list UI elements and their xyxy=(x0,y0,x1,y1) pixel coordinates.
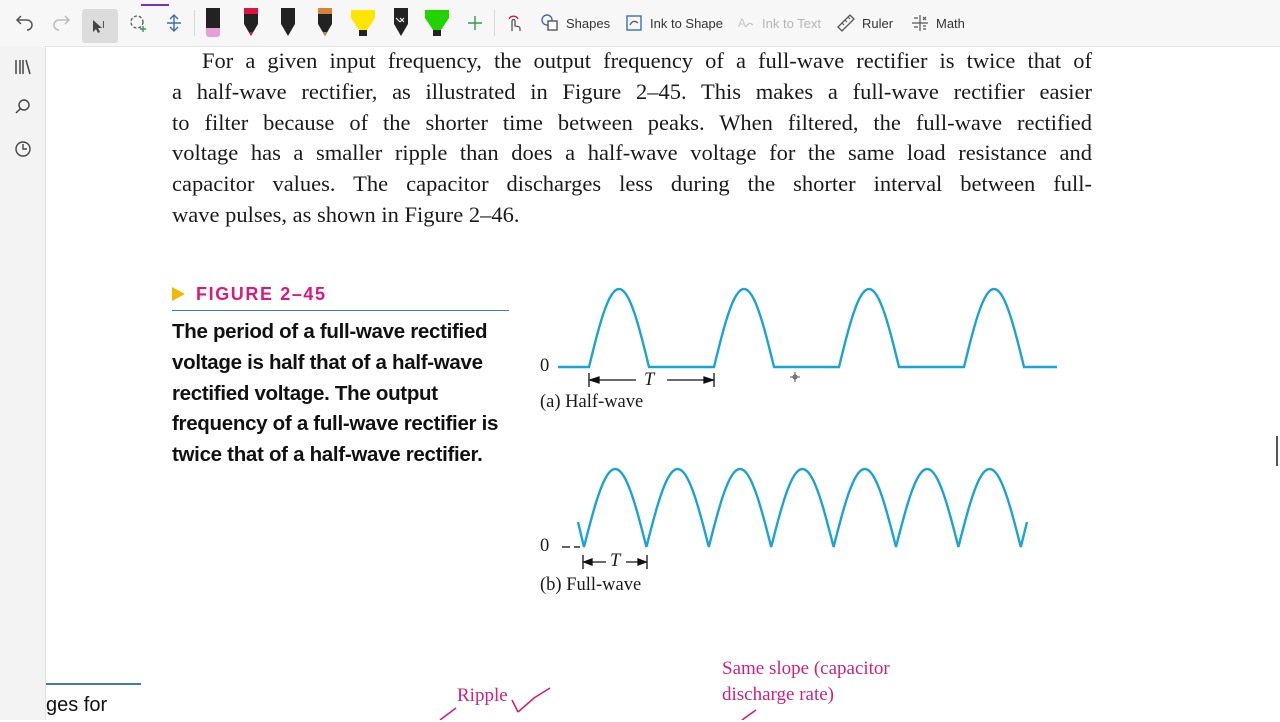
waveform-figure xyxy=(530,270,1070,570)
pen-black[interactable] xyxy=(275,4,301,42)
clock-icon xyxy=(13,139,33,159)
half-wave-period-label: T xyxy=(644,370,655,390)
add-space-button[interactable] xyxy=(160,8,188,38)
half-wave-zero-label: 0 xyxy=(540,356,550,376)
pen-orange[interactable] xyxy=(312,4,338,42)
caption-line: twice that of a half-wave rectifier. xyxy=(172,443,483,467)
plus-icon xyxy=(466,14,484,32)
ribbon-toolbar xyxy=(0,0,1280,47)
math-button[interactable] xyxy=(910,8,965,38)
select-text-icon xyxy=(89,16,111,36)
half-wave-waveform xyxy=(558,289,1057,367)
slope-annotation-line1: Same slope (capacitor xyxy=(722,658,890,679)
caption-line: rectified voltage. The output xyxy=(172,381,438,405)
add-space-icon xyxy=(164,13,184,33)
paragraph-line: voltage has a smaller ripple than does a half-wave voltage for the same load resistance and xyxy=(172,140,1092,166)
ink-to-shape-button[interactable] xyxy=(624,8,723,38)
active-tool-indicator xyxy=(141,4,169,6)
search-icon xyxy=(13,97,33,117)
touch-draw-button[interactable] xyxy=(500,8,528,38)
figure-caption xyxy=(172,317,512,471)
scrollbar-thumb[interactable] xyxy=(1276,436,1278,466)
slope-annotation-line2: discharge rate) xyxy=(722,684,835,705)
math-icon xyxy=(910,13,930,33)
ruler-icon xyxy=(836,13,856,33)
paragraph-line: to filter because of the shorter time between peaks. When filtered, the full-wave rectified xyxy=(172,109,1092,135)
pen-icon xyxy=(312,4,338,42)
undo-button[interactable] xyxy=(10,8,38,38)
paragraph-line: For a given input frequency, the output frequency of a full-wave rectifier is twice that of xyxy=(202,48,1092,73)
full-wave-caption: (b) Full-wave xyxy=(540,575,642,595)
lasso-icon xyxy=(128,13,148,33)
toolbar-separator xyxy=(494,10,495,36)
shapes-label: Shapes xyxy=(566,15,611,31)
touch-hand-icon xyxy=(504,13,524,33)
highlighter-green[interactable] xyxy=(422,4,452,42)
svg-text:I: I xyxy=(102,20,105,31)
sidebar-margin-note xyxy=(46,683,141,722)
pen-icon xyxy=(388,4,414,42)
full-wave-waveform xyxy=(578,469,1027,547)
ruler-button[interactable] xyxy=(836,8,893,38)
undo-icon xyxy=(14,13,34,33)
navigation-rail xyxy=(0,46,46,720)
notebooks-icon xyxy=(13,57,33,77)
redo-icon xyxy=(52,13,72,33)
figure-title: FIGURE 2–45 xyxy=(196,284,327,304)
pen-pink[interactable] xyxy=(200,4,226,42)
ink-to-text-button[interactable] xyxy=(736,8,821,38)
shapes-button[interactable] xyxy=(540,8,610,38)
caption-line: voltage is half that of a half-wave xyxy=(172,350,483,374)
redo-button[interactable] xyxy=(48,8,76,38)
highlighter-icon xyxy=(348,4,378,42)
ink-to-text-label: Ink to Text xyxy=(762,15,822,31)
highlighter-icon xyxy=(422,4,452,42)
margin-note-text: ges for xyxy=(46,694,108,716)
caption-line: frequency of a full-wave rectifier is xyxy=(172,412,499,436)
paragraph-line: capacitor values. The capacitor discharges less during the shorter interval between full- xyxy=(172,171,1092,197)
ink-to-shape-label: Ink to Shape xyxy=(650,15,723,31)
full-wave-period-marker xyxy=(562,547,647,569)
pen-pattern[interactable] xyxy=(388,4,414,42)
cursor-crosshair-icon xyxy=(790,372,800,382)
lasso-select-button[interactable] xyxy=(124,8,152,38)
add-pen-button[interactable] xyxy=(462,8,488,38)
pen-icon xyxy=(200,4,226,42)
paragraph-line: wave pulses, as shown in Figure 2–46. xyxy=(172,201,520,227)
recent-notes-button[interactable] xyxy=(11,137,35,161)
ripple-annotation: Ripple xyxy=(457,685,508,706)
body-paragraph xyxy=(172,46,1092,231)
ruler-label: Ruler xyxy=(862,15,894,31)
pen-icon xyxy=(238,4,264,42)
highlighter-yellow[interactable] xyxy=(348,4,378,42)
pen-icon xyxy=(275,4,301,42)
svg-text:A: A xyxy=(738,16,747,30)
search-button[interactable] xyxy=(11,95,35,119)
notebooks-button[interactable] xyxy=(11,55,35,79)
triangle-icon xyxy=(172,287,185,301)
full-wave-zero-label: 0 xyxy=(540,536,550,556)
full-wave-period-label: T xyxy=(610,551,621,571)
pen-red[interactable] xyxy=(238,4,264,42)
half-wave-caption: (a) Half-wave xyxy=(540,392,644,412)
shapes-icon xyxy=(540,13,560,33)
lasso-select-text-button[interactable] xyxy=(82,9,118,43)
figure-heading xyxy=(172,283,509,311)
paragraph-line: a half-wave rectifier, as illustrated in Figure 2–45. This makes a full-wave rectifier easier xyxy=(172,78,1092,104)
caption-line: The period of a full-wave rectified xyxy=(172,320,488,343)
toolbar-separator xyxy=(194,10,195,36)
ink-to-shape-icon xyxy=(624,13,644,33)
annotation-pointer-lines xyxy=(430,686,760,720)
math-label: Math xyxy=(936,15,965,31)
ink-to-text-icon xyxy=(736,13,756,33)
